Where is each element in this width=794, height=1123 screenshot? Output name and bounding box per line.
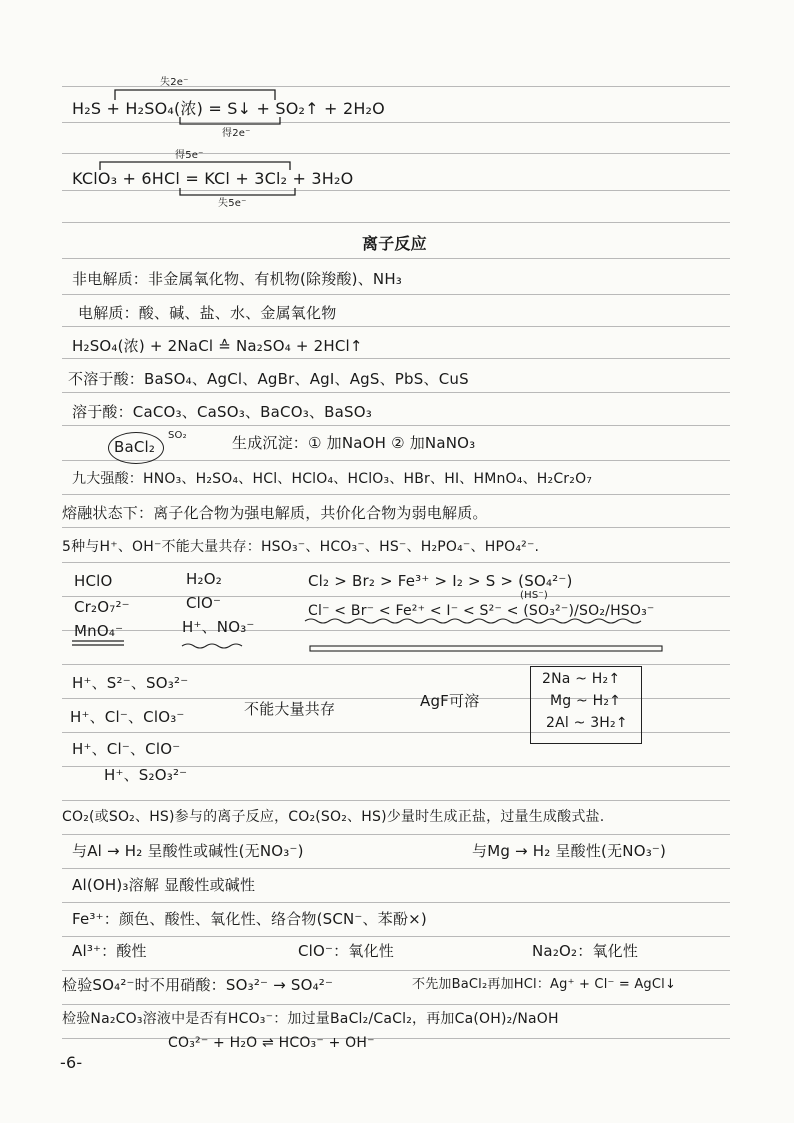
agf-note: AgF可溶 [420, 692, 480, 710]
h2-ratio-item: Mg ~ H₂↑ [550, 693, 622, 709]
eq1-electron-loss: 失2e⁻ [160, 77, 189, 88]
coexist-group-item: H⁺、S₂O₃²⁻ [104, 766, 188, 784]
oxidizer-col1-item: MnO₄⁻ [74, 622, 124, 640]
hydrolysis-equation: CO₃²⁻ + H₂O ⇌ HCO₃⁻ + OH⁻ [168, 1035, 375, 1051]
molten-state-line: 熔融状态下：离子化合物为强电解质，共价化合物为弱电解质。 [62, 504, 488, 522]
oxidizer-col1-item: HClO [74, 572, 113, 590]
hco3-test-line: 检验Na₂CO₃溶液中是否有HCO₃⁻：加过量BaCl₂/CaCl₂，再加Ca(OH)₂/NaOH [62, 1011, 559, 1027]
section-title: 离子反应 [362, 234, 427, 253]
oxidizer-col2-item: H⁺、NO₃⁻ [182, 618, 255, 636]
precipitate-line: 生成沉淀：① 加NaOH ② 加NaNO₃ [232, 434, 476, 452]
clo-line: ClO⁻：氧化性 [298, 942, 394, 960]
coexist-line: 5种与H⁺、OH⁻不能大量共存：HSO₃⁻、HCO₃⁻、HS⁻、H₂PO₄⁻、HPO₄²⁻. [62, 539, 540, 555]
coexist-group-item: H⁺、S²⁻、SO₃²⁻ [72, 674, 189, 692]
soluble-in-acid-line: 溶于酸：CaCO₃、CaSO₃、BaCO₃、BaSO₃ [72, 403, 372, 421]
reducing-order-note: (HS⁻) [520, 590, 548, 601]
h2-ratio-item: 2Na ~ H₂↑ [542, 671, 621, 687]
coexist-group-item: H⁺、Cl⁻、ClO⁻ [72, 740, 181, 758]
so4-test-line: 检验SO₄²⁻时不用硝酸：SO₃²⁻ → SO₄²⁻ [62, 976, 334, 994]
al-h2-line: 与Al → H₂ 呈酸性或碱性(无NO₃⁻) [72, 842, 304, 860]
oxidizer-col2-item: H₂O₂ [186, 570, 222, 588]
eq1-electron-gain: 得2e⁻ [222, 128, 251, 139]
oxidizer-col2-item: ClO⁻ [186, 594, 222, 612]
eq2-electron-loss: 失5e⁻ [218, 198, 247, 209]
h2so4-nacl-equation: H₂SO₄(浓) + 2NaCl ≙ Na₂SO₄ + 2HCl↑ [72, 337, 363, 355]
so4-test-note: 不先加BaCl₂再加HCl：Ag⁺ + Cl⁻ = AgCl↓ [412, 977, 677, 992]
fe3-line: Fe³⁺：颜色、酸性、氧化性、络合物(SCN⁻、苯酚×) [72, 910, 427, 928]
strong-acids-line: 九大强酸：HNO₃、H₂SO₄、HCl、HClO₄、HClO₃、HBr、HI、HMnO₄、H₂Cr₂O₇ [72, 471, 593, 487]
eq2-electron-gain: 得5e⁻ [175, 150, 204, 161]
aloh3-line: Al(OH)₃溶解 显酸性或碱性 [72, 876, 256, 894]
non-electrolyte-line: 非电解质：非金属氧化物、有机物(除羧酸)、NH₃ [72, 270, 403, 288]
coexist-group-label: 不能大量共存 [244, 700, 336, 718]
page-number: -6- [60, 1053, 83, 1072]
coexist-group-item: H⁺、Cl⁻、ClO₃⁻ [70, 708, 185, 726]
insoluble-in-acid-line: 不溶于酸：BaSO₄、AgCl、AgBr、AgI、AgS、PbS、CuS [68, 370, 469, 388]
oxidizer-col1-item: Cr₂O₇²⁻ [74, 598, 130, 616]
al3-line: Al³⁺：酸性 [72, 942, 147, 960]
oxidizing-order: Cl₂ > Br₂ > Fe³⁺ > I₂ > S > (SO₄²⁻) [308, 572, 573, 590]
mg-h2-line: 与Mg → H₂ 呈酸性(无NO₃⁻) [472, 842, 667, 860]
na2o2-line: Na₂O₂：氧化性 [532, 942, 639, 960]
electrolyte-line: 电解质：酸、碱、盐、水、金属氧化物 [78, 304, 337, 322]
co2-reaction-line: CO₂(或SO₂、HS)参与的离子反应，CO₂(SO₂、HS)少量时生成正盐，过量生成酸式盐. [62, 809, 605, 825]
h2-ratio-item: 2Al ~ 3H₂↑ [546, 715, 628, 731]
bacl2-so2-label: SO₂ [168, 430, 187, 441]
reducing-order: Cl⁻ < Br⁻ < Fe²⁺ < I⁻ < S²⁻ < (SO₃²⁻)/SO₂/HSO₃⁻ [308, 603, 655, 619]
bacl2-label: BaCl₂ [114, 438, 156, 456]
eq2-equation: KClO₃ + 6HCl = KCl + 3Cl₂ + 3H₂O [72, 169, 354, 188]
eq1-equation: H₂S + H₂SO₄(浓) = S↓ + SO₂↑ + 2H₂O [72, 99, 385, 118]
